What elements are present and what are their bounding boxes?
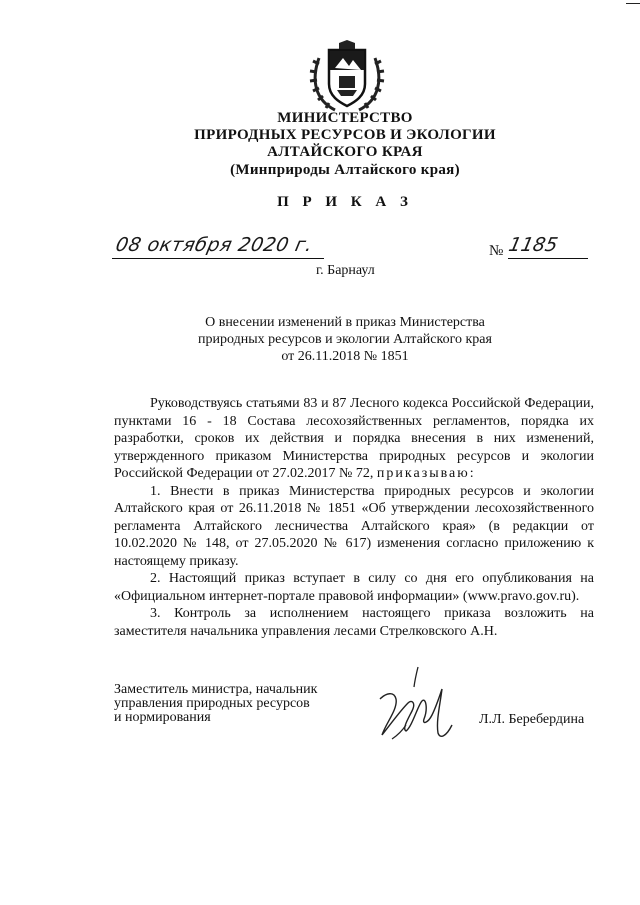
order-date: 08 октября 2020 г. xyxy=(113,234,315,256)
ministry-short-name: (Минприроды Алтайского края) xyxy=(230,162,460,178)
order-subject xyxy=(180,314,510,365)
coat-of-arms-icon xyxy=(305,40,389,114)
corner-mark xyxy=(626,3,640,4)
preamble-paragraph xyxy=(114,395,594,483)
number-label: № xyxy=(489,243,504,259)
order-body xyxy=(114,395,594,640)
preamble-text: Руководствуясь статьями 83 и 87 Лесного кодекса Российской Федерации, пунктами 16 - 18 Состава лесохозяйственных регламентов, порядка их разработки, сроков их действия и порядка внесения в них изменений, утвержденного приказом Министерства природных ресурсов и экологии Российской Федерации от 27.02.2017 № 72, xyxy=(114,396,594,481)
subject-line: О внесении изменений в приказ Министерства xyxy=(205,315,485,330)
signer-position-line: Заместитель министра, начальник xyxy=(114,682,318,697)
ministry-title-line2: ПРИРОДНЫХ РЕСУРСОВ И ЭКОЛОГИИ xyxy=(194,127,496,143)
signature-icon xyxy=(372,665,462,745)
clause-3: 3. Контроль за исполнением настоящего приказа возложить на заместителя начальника управления лесами Стрелковского А.Н. xyxy=(114,606,594,639)
order-number: 1185 xyxy=(506,234,560,256)
signer-position xyxy=(114,683,317,725)
signer-name: Л.Л. Беребердина xyxy=(479,712,585,727)
signer-position-line: и нормирования xyxy=(114,710,211,725)
document-type: П Р И К А З xyxy=(277,194,413,210)
ministry-title-line1: МИНИСТЕРСТВО xyxy=(277,110,413,126)
clause-2: 2. Настоящий приказ вступает в силу со дня его опубликования на «Официальном интернет-портале правовой информации» (www.pravo.gov.ru). xyxy=(114,571,594,604)
signer-position-line: управления природных ресурсов xyxy=(114,696,310,711)
subject-line: от 26.11.2018 № 1851 xyxy=(281,349,409,364)
clause-1: 1. Внести в приказ Министерства природных ресурсов и экологии Алтайского края от 26.11.2018 № 1851 «Об утверждении лесохозяйственного регламента Алтайского лесничества Алтайского края» (в редакции от 10.02.2020 № 148, от 27.05.2020 № 617) изменения согласно приложению к настоящему приказу. xyxy=(114,483,594,569)
subject-line: природных ресурсов и экологии Алтайского края xyxy=(198,332,492,347)
date-underline xyxy=(112,258,324,259)
number-underline xyxy=(508,258,588,259)
city: г. Барнаул xyxy=(316,263,375,278)
order-verb: приказываю: xyxy=(376,466,476,481)
ministry-title-line3: АЛТАЙСКОГО КРАЯ xyxy=(267,144,423,160)
